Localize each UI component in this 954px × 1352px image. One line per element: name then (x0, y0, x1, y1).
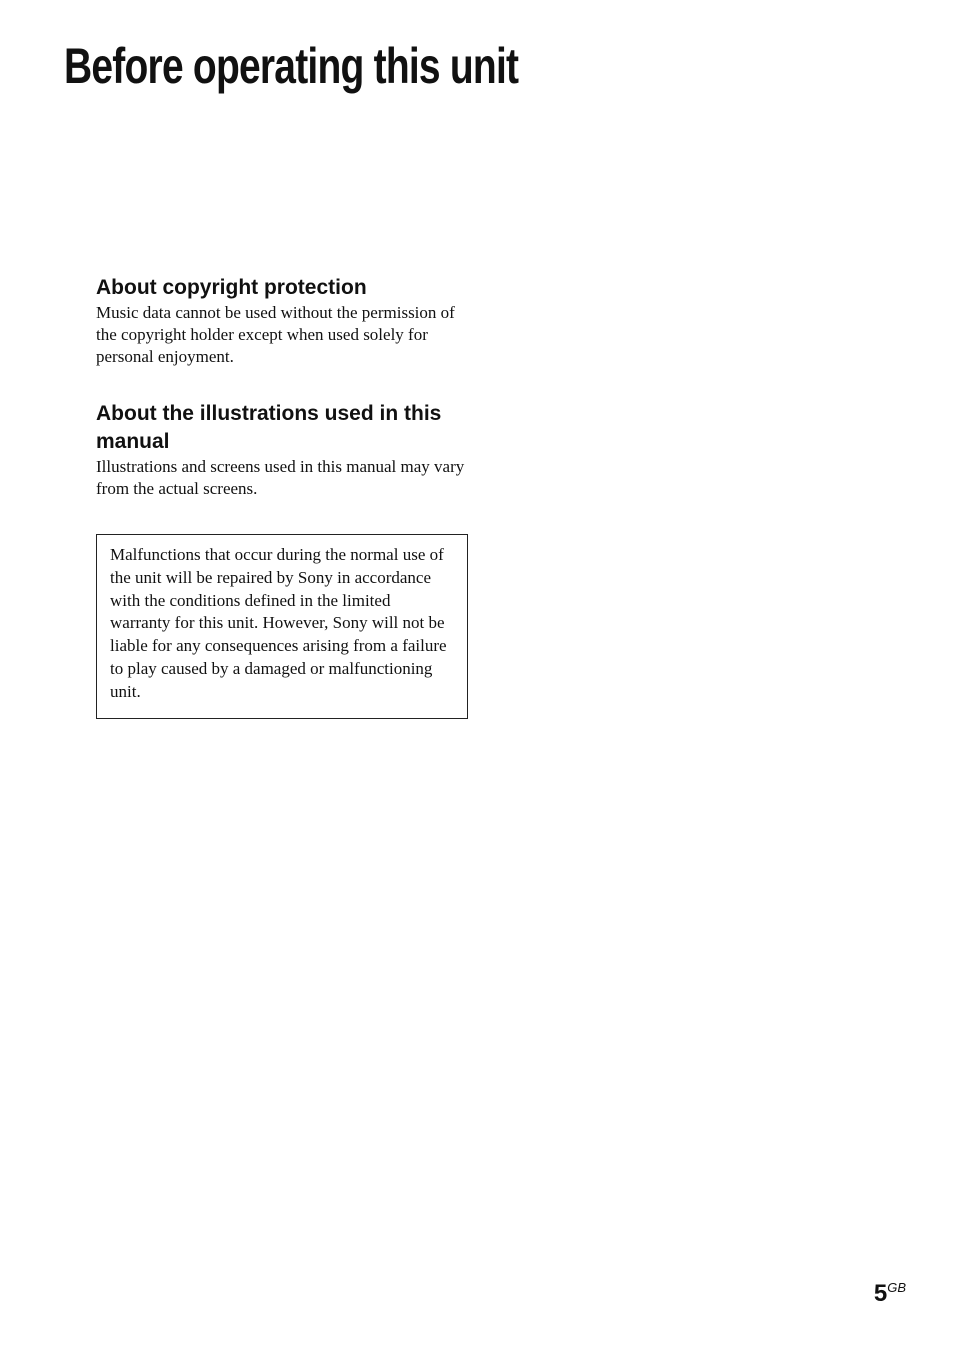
page-number-suffix: GB (887, 1280, 906, 1295)
warranty-notice-box (96, 534, 468, 719)
content-column (96, 274, 468, 719)
section-body-copyright: Music data cannot be used without the permission of the copyright holder except when used solely for personal enjoyment. (96, 303, 455, 366)
section-heading-copyright: About copyright protection (96, 276, 367, 299)
page-number-value: 5 (873, 1280, 888, 1307)
section-body-illustrations: Illustrations and screens used in this manual may vary from the actual screens. (96, 457, 465, 498)
page-title: Before operating this unit (64, 38, 519, 94)
page-number (874, 1280, 906, 1308)
section-heading-illustrations: About the illustrations used in this manual (96, 402, 442, 453)
warranty-notice-text: Malfunctions that occur during the normal use of the unit will be repaired by Sony in accordance with the conditions defined in the limited warranty for this unit. However, Sony will not be liable for any consequences arising from a failure to play caused by a damaged or malfunctioning unit. (110, 545, 447, 701)
section-copyright-protection (96, 274, 468, 368)
section-illustrations (96, 400, 468, 500)
